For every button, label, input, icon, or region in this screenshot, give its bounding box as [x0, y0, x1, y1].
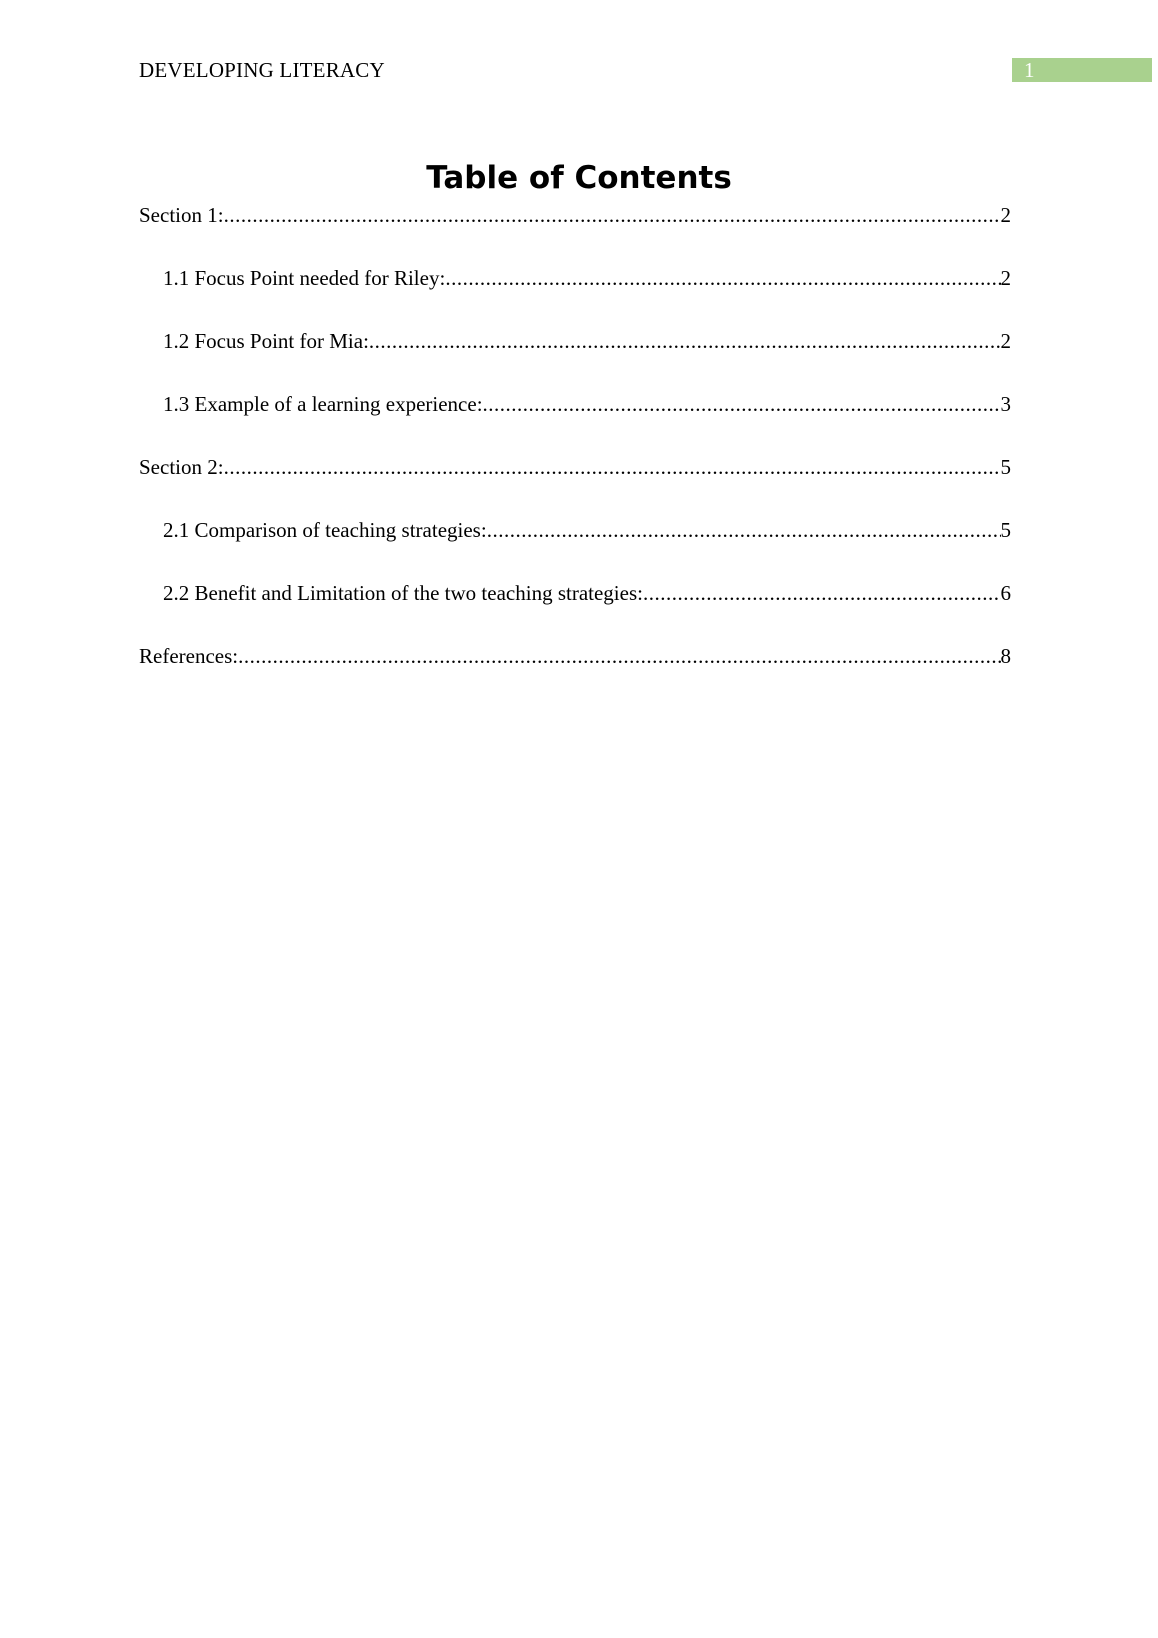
toc-entry-label: References:	[139, 644, 239, 668]
toc-dot-leader	[483, 389, 1001, 419]
toc-dot-leader	[643, 578, 1001, 608]
toc-entry-section-1[interactable]	[139, 200, 1011, 263]
toc-entry-1-2[interactable]	[139, 326, 1011, 389]
toc-entry-page: 5	[1000, 518, 1011, 542]
toc-dot-leader	[238, 641, 1000, 671]
toc-entry-page: 5	[1000, 455, 1011, 479]
toc-entry-page: 3	[1000, 392, 1011, 416]
toc-dot-leader	[369, 326, 1001, 356]
toc-entry-page: 8	[1000, 644, 1011, 668]
page-number: 1	[1024, 58, 1035, 82]
toc-dot-leader	[224, 452, 1001, 482]
toc-entry-label: 2.2 Benefit and Limitation of the two teaching strategies:	[163, 581, 643, 605]
running-head: DEVELOPING LITERACY	[139, 58, 385, 82]
page-number-box	[1012, 58, 1152, 82]
toc-entry-page: 2	[1000, 329, 1011, 353]
toc-entry-1-1[interactable]	[139, 263, 1011, 326]
toc-entry-page: 2	[1000, 203, 1011, 227]
toc-entry-references[interactable]	[139, 641, 1011, 704]
toc-entry-label: 1.1 Focus Point needed for Riley:	[163, 266, 446, 290]
toc-dot-leader	[224, 200, 1001, 230]
toc-entry-page: 6	[1000, 581, 1011, 605]
toc-dot-leader	[445, 263, 1000, 293]
toc-list	[139, 200, 1011, 704]
toc-entry-page: 2	[1000, 266, 1011, 290]
toc-entry-label: 1.2 Focus Point for Mia:	[163, 329, 369, 353]
toc-entry-label: 1.3 Example of a learning experience:	[163, 392, 483, 416]
toc-dot-leader	[487, 515, 1001, 545]
toc-entry-2-2[interactable]	[139, 578, 1011, 641]
toc-title: Table of Contents	[426, 160, 732, 196]
toc-entry-section-2[interactable]	[139, 452, 1011, 515]
toc-entry-2-1[interactable]	[139, 515, 1011, 578]
toc-entry-label: Section 1:	[139, 203, 224, 227]
toc-entry-label: Section 2:	[139, 455, 224, 479]
toc-entry-1-3[interactable]	[139, 389, 1011, 452]
toc-entry-label: 2.1 Comparison of teaching strategies:	[163, 518, 487, 542]
